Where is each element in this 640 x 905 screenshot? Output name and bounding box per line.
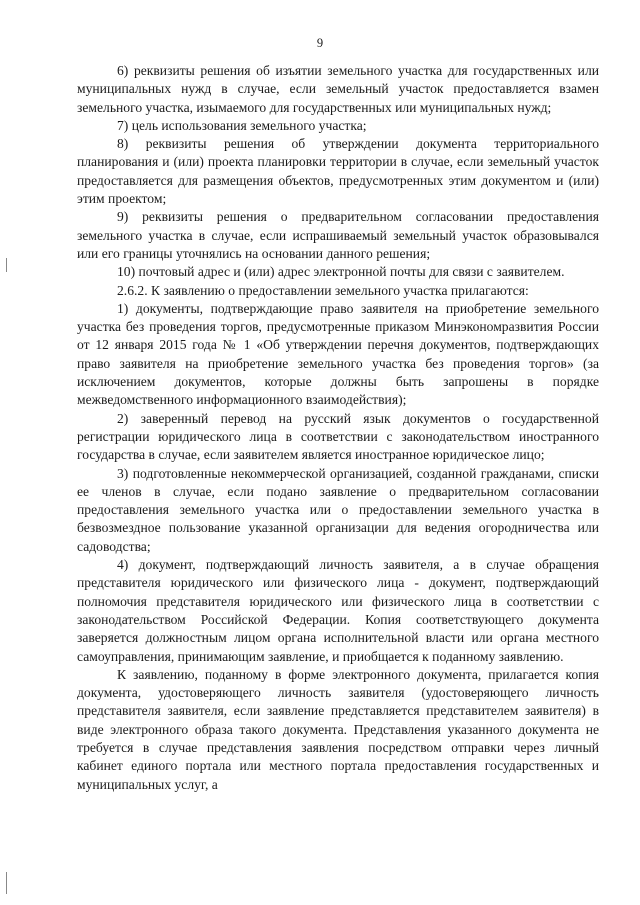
paragraph-item-8: 8) реквизиты решения об утверждении документа территориального планирования и (или) проекта планировки территории в случае, если земельный участок предоставляется для размещения объектов, предусмотренных этим документом и (или) этим проектом; xyxy=(77,136,599,207)
paragraph-item-9: 9) реквизиты решения о предварительном согласовании предоставления земельного участка в случае, если испрашиваемый земельный участок образовывался или его границы уточнялись на основании данного решения; xyxy=(77,209,599,261)
page-number: 9 xyxy=(316,36,324,50)
scan-edge-mark xyxy=(6,258,7,272)
scan-edge-mark xyxy=(6,872,7,894)
attachment-item-2: 2) заверенный перевод на русский язык документов о государственной регистрации юридического лица в соответствии с законодательством иностранного государства в случае, если заявителем является иностранное юридическое лицо; xyxy=(77,410,599,463)
attachment-item-1: 1) документы, подтверждающие право заявителя на приобретение земельного участка без проведения торгов, предусмотренные приказом Минэкономразвития России от 12 января 2015 года № 1 «Об утверждении перечня документов, подтверждающих право заявителя на приобретение земельного участка без проведения торгов» (за исключением документов, которые должны быть запрошены в порядке межведомственного информационного взаимодействия); xyxy=(77,300,599,408)
electronic-submission-paragraph: К заявлению, поданному в форме электронного документа, прилагается копия документа, удостоверяющего личность заявителя (удостоверяющего личность представителя заявителя, если заявление представляется представителем заявителя) в виде электронного образа такого документа. Представления указанного документа не требуется в случае представления заявления посредством отправки через личный кабинет единого портала или местного портала предоставления государственных и муниципальных услуг, а xyxy=(77,666,599,792)
paragraph-item-7: 7) цель использования земельного участка; xyxy=(117,117,367,133)
section-heading-2-6-2: 2.6.2. К заявлению о предоставлении земельного участка прилагаются: xyxy=(117,282,529,298)
attachment-item-3: 3) подготовленные некоммерческой организацией, созданной гражданами, списки ее членов в случае, если подано заявление о предварительном согласовании предоставления земельного участка или о предоставлении земельного участка в безвозмездное пользование указанной организации для ведения огородничества или садоводства; xyxy=(77,465,599,554)
document-body xyxy=(77,62,599,794)
paragraph-item-10: 10) почтовый адрес и (или) адрес электронной почты для связи с заявителем. xyxy=(117,264,565,280)
attachment-item-4: 4) документ, подтверждающий личность заявителя, а в случае обращения представителя юридического или физического лица - документ, подтверждающий полномочия представителя юридического или физического лица в соответствии с законодательством Российской Федерации. Копия соответствующего документа заверяется должностным лицом органа исполнительной власти или органа местного самоуправления, принимающим заявление, и приобщается к поданному заявлению. xyxy=(77,557,599,664)
paragraph-item-6: 6) реквизиты решения об изъятии земельного участка для государственных или муниципальных нужд в случае, если земельный участок предоставляется взамен земельного участка, изымаемого для государственных или муниципальных нужд; xyxy=(77,63,599,115)
